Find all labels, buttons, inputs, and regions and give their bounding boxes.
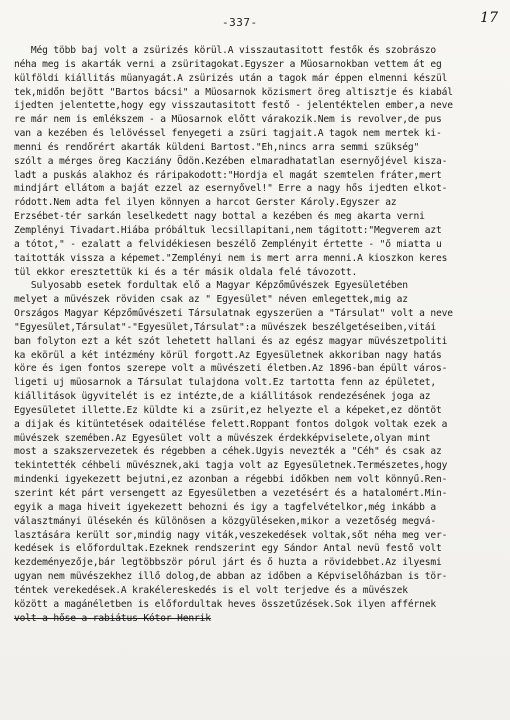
text-line: most a szakszervezetek és régebben a céhek.Ugyis nevezték a "Céh" és csak az [14,446,442,458]
text-line: köre és igen fontos szerepe volt a müvészeti életben.Az 1896-ban épült város- [14,363,448,375]
text-line: szerint két párt versengett az Egyesületben a vezetésért és a hatalomért.Min- [14,488,448,499]
text-line: választmányi ülésekén és különösen a közgyüléseken,mikor a vezetőség megvá- [14,515,436,527]
text-line: szólt a mérges öreg Kacziány Ödön.Kezében elmaradhatatlan esernyőjével kisza- [14,155,448,167]
typewritten-body [14,44,504,625]
text-line: ijedten jelentette,hogy egy visszautasitott festő - jelentéktelen ember,a neve [14,100,453,112]
text-line: téntek verekedések.A krakélereskedés is el volt terjedve és a müvészek [14,584,408,596]
text-line: taitották vissza a képemet."Zemplényi nem is mert arra menni.A kioszkon keres [14,252,448,264]
text-line: ugyan nem müvészekhez illő dolog,de abban az időben a Képviselőházban is tör- [14,571,448,583]
text-line: Zemplényi Tivadart.Hiába próbáltuk lecsillapitani,nem tágitott:"Megverem azt [14,224,442,236]
page-number: -337- [222,16,258,29]
text-line: ródott.Nem adta fel ilyen könnyen a harcot Gerster Károly.Egyszer az [14,197,397,209]
text-line: kedések is előfordultak.Ezeknek rendszerint egy Sándor Antal nevü festő volt [14,543,442,555]
text-line: a tótot," - ezalatt a felvidékiesen beszélő Zemplényit értette - "ő miatta u [14,238,442,250]
text-line: egyik a maga hiveit igyekezett behozni és igy a tagfelvételkor,még inkább a [14,501,436,513]
corner-page-number: 17 [480,10,498,26]
text-line: külföldi kiállitás müanyagát.A zsürizés után a tagok már éppen elmenni készül [14,72,448,84]
text-line: kezdeményezője,bár legtöbbször pórul járt és ő huzta a rövidebbet.Az ilyesmi [14,557,442,569]
text-line: tül ekkor eresztettük ki és a tér másik oldala felé távozott. [14,266,358,278]
text-line: re már nem is emlékszem - a Müosarnok előtt várakozik.Nem is revolver,de pus [14,114,442,126]
text-line: volt a hőse a rabiátus Kótor Henrik [14,612,211,624]
text-line: Országos Magyar Képzőművészeti Társulatnak egyszerüen a "Társulat" volt a neve [14,308,453,320]
text-line: Még több baj volt a zsürizés körül.A visszautasitott festők és szobrászo [14,45,436,56]
text-line: tek,midőn bejött "Bartos bácsi" a Müosarnok közismert öreg altisztje és kiabál [14,86,453,98]
text-line: kiállitások ügyvitelét is ez intézte,de a kiállitások rendezésének joga az [14,391,431,403]
text-line: tekintették céhbeli müvésznek,aki tagja volt az Egyesületnek.Természetes,hogy [14,460,448,472]
text-line: ka ekörül a két intézmény körül forgott.Az Egyesületnek akkoriban nagy hatás [14,349,442,361]
text-line: mindjárt ellátom a baját ezzel az esernyővel!" Erre a nagy hős ijedten elkot- [14,183,448,195]
text-line: a dijak és kitüntetések odaitélése felett.Roppant fontos dolgok voltak ezek a [14,418,448,430]
text-line: között a magánéletben is előfordultak heves összetűzések.Sok ilyen afférnek [14,598,436,610]
text-line: ligeti uj müosarnok a Társulat tulajdona volt.Ez tartotta fenn az épületet, [14,377,436,389]
text-line: "Egyesület,Társulat"-"Egyesület,Társulat":a müvészek beszélgetéseiben,vitái [14,321,436,333]
text-line: müvészek szemében.Az Egyesület volt a müvészek érdekképviselete,olyan mint [14,432,431,444]
text-line: ladt a puskás alakhoz és ráripakodott:"Hordja el magát szemtelen fráter,mert [14,169,442,181]
text-line: ban folyton ezt a két szót lehetett hallani és az egész magyar müvészetpoliti [14,335,448,347]
text-line: lasztására került sor,mindig nagy viták,veszekedések voltak,sőt néha meg ver- [14,529,448,541]
text-line: mindenki igyekezett bejutni,ez azonban a régebbi időkben nem volt könnyű.Ren- [14,474,448,486]
text-line: van a kezében és lelövéssel fenyegeti a zsüri tagjait.A tagok nem mertek ki- [14,128,442,140]
text-line: Egyesületet illette.Ez küldte ki a zsürit,ez helyezte el a képeket,ez döntöt [14,404,442,416]
text-line: melyet a müvészek röviden csak az " Egyesület" néven emlegettek,mig az [14,294,408,306]
text-line: Sulyosabb esetek fordultak elő a Magyar Képzőművészek Egyesületében [14,280,408,292]
text-line: Erzsébet-tér sarkán leselkedett nagy bottal a kezében és meg akarta verni [14,211,425,223]
text-line: menni és rendőrért akarták küldeni Bartost."Eh,nincs arra semmi szükség" [14,141,420,153]
text-line: néha meg is akarták verni a zsüritagokat.Egyszer a Müosarnokban vettem át eg [14,58,442,70]
